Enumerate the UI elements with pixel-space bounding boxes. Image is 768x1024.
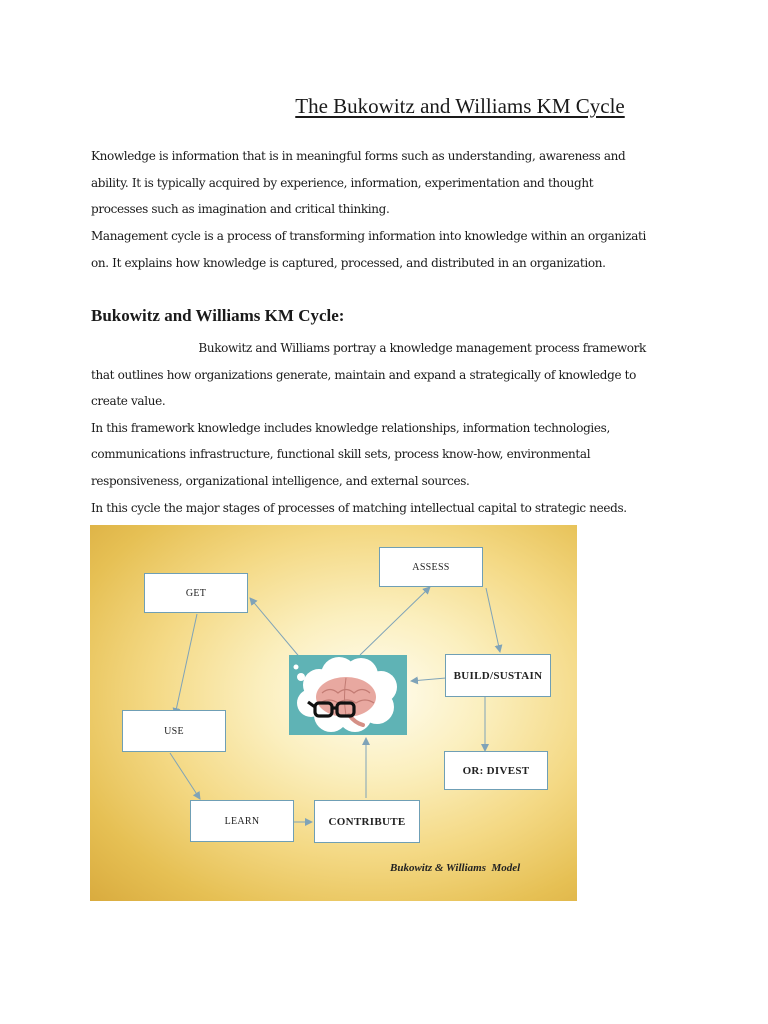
node-use: USE [122,710,226,752]
body-line: create value. [91,394,166,408]
arrow-assess-to-build [486,588,500,652]
body-line: responsiveness, organizational intelligence, and external sources. [91,474,470,488]
diagram-caption: Bukowitz & Williams Model [390,862,521,874]
body-line: that outlines how organizations generate, maintain and expand a strategically of knowledge to [91,368,637,382]
arrow-use-to-learn [170,753,200,799]
arrow-brain-to-get [250,598,302,660]
body-line: In this cycle the major stages of processes of matching intellectual capital to strategic needs. [91,501,627,515]
intro-line: on. It explains how knowledge is captured, processed, and distributed in an organization. [91,256,606,270]
node-get: GET [144,573,248,613]
km-cycle-diagram [90,525,577,901]
arrow-get-to-use [175,614,197,715]
node-assess: ASSESS [379,547,483,587]
arrow-brain-to-assess [360,587,430,655]
node-divest: OR: DIVEST [444,751,548,790]
node-build-sustain: BUILD/SUSTAIN [445,654,551,697]
node-contribute: CONTRIBUTE [314,800,420,843]
intro-line: Management cycle is a process of transforming information into knowledge within an organizati [91,229,646,243]
node-learn: LEARN [190,800,294,842]
section-heading: Bukowitz and Williams KM Cycle: [91,306,345,325]
page-title: The Bukowitz and Williams KM Cycle [295,94,625,118]
intro-line: Knowledge is information that is in meaningful forms such as understanding, awareness and [91,149,626,163]
body-line: communications infrastructure, functional skill sets, process know-how, environmental [91,447,591,461]
intro-line: ability. It is typically acquired by experience, information, experimentation and thought [91,176,594,190]
body-line: Bukowitz and Williams portray a knowledge management process framework [91,341,646,355]
intro-line: processes such as imagination and critical thinking. [91,202,390,216]
body-line: In this framework knowledge includes knowledge relationships, information technologies, [91,421,610,435]
brain-illustration [289,655,407,735]
arrow-build-to-brain [411,678,446,681]
